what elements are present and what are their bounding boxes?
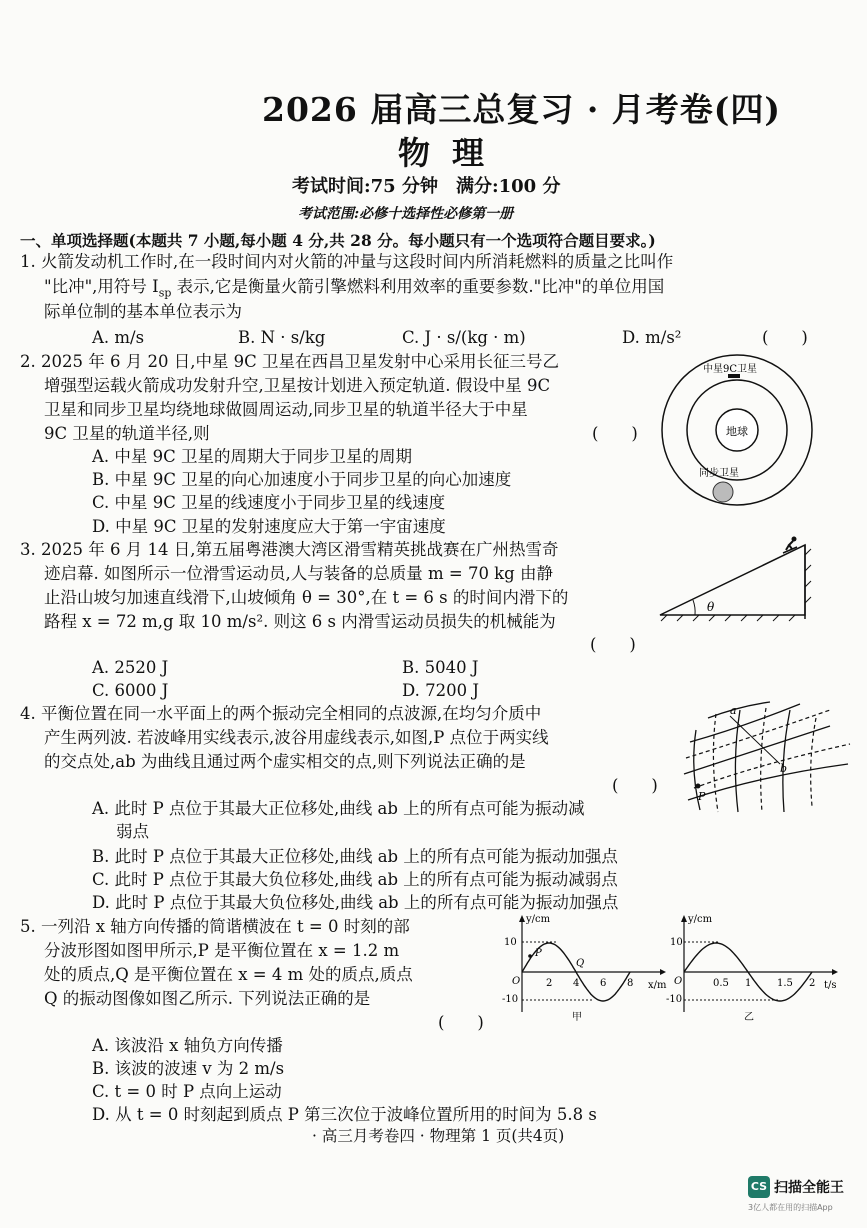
q4-option-a-line2: 弱点 (116, 822, 149, 841)
q2-option-c: C. 中星 9C 卫星的线速度小于同步卫星的线速度 (92, 493, 446, 512)
exam-scope: 考试范围:必修十选择性必修第一册 (298, 206, 514, 222)
q5-option-b: B. 该波的波速 v 为 2 m/s (92, 1059, 285, 1078)
q3-option-c: C. 6000 J (92, 681, 169, 700)
figB-origin: O (674, 976, 683, 987)
earth-label: 地球 (726, 425, 748, 438)
figA-xtick: 2 (546, 978, 553, 989)
figA-ytick-neg: -10 (502, 994, 519, 1005)
figA-label-q: Q (576, 958, 585, 969)
q5-line3: 处的质点,Q 是平衡位置在 x = 4 m 处的质点,质点 (44, 965, 413, 984)
q2-line1: 2. 2025 年 6 月 20 日,中星 9C 卫星在西昌卫星发射中心采用长征三号乙 (20, 352, 560, 371)
q3-line2: 迹启幕. 如图所示一位滑雪运动员,人与装备的总质量 m = 70 kg 由静 (44, 564, 553, 583)
section-heading: 一、单项选择题(本题共 7 小题,每小题 4 分,共 28 分。每小题只有一个选项符合题目要求。) (20, 231, 656, 250)
label-a: a (730, 704, 737, 717)
q2-line2: 增强型运载火箭成功发射升空,卫星按计划进入预定轨道. 假设中星 9C (44, 376, 551, 395)
q4-option-c: C. 此时 P 点位于其最大负位移处,曲线 ab 上的所有点可能为振动减弱点 (92, 870, 618, 889)
q3-line4: 路程 x = 72 m,g 取 10 m/s². 则这 6 s 内滑雪运动员损失的机械能为 (44, 612, 556, 631)
q2-option-d: D. 中星 9C 卫星的发射速度应大于第一宇宙速度 (92, 517, 446, 536)
figA-xlabel: x/m (648, 980, 667, 991)
trough-lines (686, 708, 850, 812)
q4-line2: 产生两列波. 若波峰用实线表示,波谷用虚线表示,如图,P 点位于两实线 (44, 728, 549, 747)
q1-option-d: D. m/s² (622, 328, 682, 347)
q2-option-b: B. 中星 9C 卫星的向心加速度小于同步卫星的向心加速度 (92, 470, 512, 489)
figA-xtick: 4 (573, 978, 580, 989)
geo-label: 同步卫星 (699, 468, 739, 479)
q4-line3: 的交点处,ab 为曲线且通过两个虚实相交的点,则下列说法正确的是 (44, 752, 526, 771)
brand-name: 扫描全能王 (774, 1180, 844, 1196)
q1-option-a: A. m/s (92, 328, 145, 347)
ground-hatch (661, 549, 811, 621)
figB-xtick: 2 (809, 978, 816, 989)
figA-point-p (528, 954, 532, 958)
q1-line2: "比冲",用符号 $I_{sp}$ 表示,它是衡量火箭引擎燃料利用效率的重要参数."比冲"的单位用国 (44, 277, 665, 300)
figB-ytick-neg: -10 (666, 994, 683, 1005)
label-p: P (698, 790, 706, 803)
q5-option-d: D. 从 t = 0 时刻起到质点 P 第三次位于波峰位置所用的时间为 5.8 s (92, 1105, 597, 1124)
label-b: b (780, 762, 788, 775)
figA-xtick: 8 (627, 978, 634, 989)
q5-option-c: C. t = 0 时 P 点向上运动 (92, 1082, 282, 1101)
q4-line1: 4. 平衡位置在同一水平面上的两个振动完全相同的点波源,在均匀介质中 (20, 704, 542, 723)
q3-slope-figure (655, 535, 815, 623)
q5-option-a: A. 该波沿 x 轴负方向传播 (92, 1036, 283, 1055)
figB-xlabel: t/s (824, 980, 837, 991)
exam-info: 考试时间:75 分钟 满分:100 分 (292, 176, 561, 197)
q4-bracket: ( ) (612, 776, 658, 795)
q2-bracket: ( ) (592, 424, 638, 443)
q1-option-c: C. J · s/(kg · m) (402, 328, 526, 347)
q2-option-a: A. 中星 9C 卫星的周期大于同步卫星的周期 (92, 447, 413, 466)
q4-interference-figure (680, 700, 860, 815)
figA-label-p: P (535, 948, 542, 959)
q4-option-d: D. 此时 P 点位于其最大负位移处,曲线 ab 上的所有点可能为振动加强点 (92, 893, 619, 912)
figA-caption: 甲 (572, 1012, 582, 1023)
paper-title: 2026 届高三总复习 · 月考卷(四) (262, 90, 782, 129)
q3-line3: 止沿山坡匀加速直线滑下,山坡倾角 θ = 30°,在 t = 6 s 的时间内滑下的 (44, 588, 569, 607)
page-footer: · 高三月考卷四 · 物理第 1 页(共4页) (312, 1127, 565, 1145)
q5-line2: 分波形图如图甲所示,P 是平衡位置在 x = 1.2 m (44, 941, 400, 960)
q5-line4: Q 的振动图像如图乙所示. 下列说法正确的是 (44, 989, 371, 1008)
scanner-watermark (748, 1176, 844, 1212)
q2-line4: 9C 卫星的轨道半径,则 (44, 424, 210, 443)
figB-xtick: 0.5 (713, 978, 729, 989)
figA-xtick: 6 (600, 978, 607, 989)
q4-option-b: B. 此时 P 点位于其最大正位移处,曲线 ab 上的所有点可能为振动加强点 (92, 847, 618, 866)
slope-triangle (660, 545, 805, 615)
figB-ylabel: y/cm (688, 914, 713, 925)
q3-option-a: A. 2520 J (92, 658, 169, 677)
theta-label: θ (707, 600, 715, 614)
q5-wave-figure (502, 912, 672, 1022)
subject-title: 物理 (398, 134, 507, 172)
q5-line1: 5. 一列沿 x 轴方向传播的简谐横波在 t = 0 时刻的部 (20, 917, 410, 936)
q3-option-d: D. 7200 J (402, 681, 479, 700)
geo-satellite (713, 482, 733, 502)
brand-tagline: 3亿人都在用的扫描App (748, 1203, 833, 1212)
sat9c-label: 中星9C卫星 (703, 364, 758, 375)
figA-origin: O (512, 976, 521, 987)
q1-bracket: ( ) (762, 328, 808, 347)
figB-caption: 乙 (744, 1012, 754, 1023)
crest-lines (684, 702, 848, 812)
figB-ytick-pos: 10 (670, 937, 683, 948)
q4-option-a-line1: A. 此时 P 点位于其最大正位移处,曲线 ab 上的所有点可能为振动减 (92, 799, 585, 818)
q1-line1: 1. 火箭发动机工作时,在一段时间内对火箭的冲量与这段时间内所消耗燃料的质量之比叫作 (20, 252, 674, 271)
figB-xtick: 1 (745, 978, 752, 989)
q3-bracket: ( ) (590, 635, 636, 654)
q5-bracket: ( ) (438, 1013, 484, 1032)
point-p (696, 784, 701, 789)
q3-line1: 3. 2025 年 6 月 14 日,第五届粤港澳大湾区滑雪精英挑战赛在广州热雪奇 (20, 540, 559, 559)
q3-option-b: B. 5040 J (402, 658, 479, 677)
q5-vibration-figure (666, 912, 850, 1023)
q2-line3: 卫星和同步卫星均绕地球做圆周运动,同步卫星的轨道半径大于中星 (44, 400, 528, 419)
q2-orbit-figure (655, 352, 855, 512)
q1-line3: 际单位制的基本单位表示为 (44, 302, 242, 321)
figA-ylabel: y/cm (526, 914, 551, 925)
q1-option-b: B. N · s/kg (238, 328, 326, 347)
figB-xtick: 1.5 (777, 978, 793, 989)
figA-ytick-pos: 10 (504, 937, 517, 948)
cs-logo-icon: CS (748, 1176, 770, 1198)
